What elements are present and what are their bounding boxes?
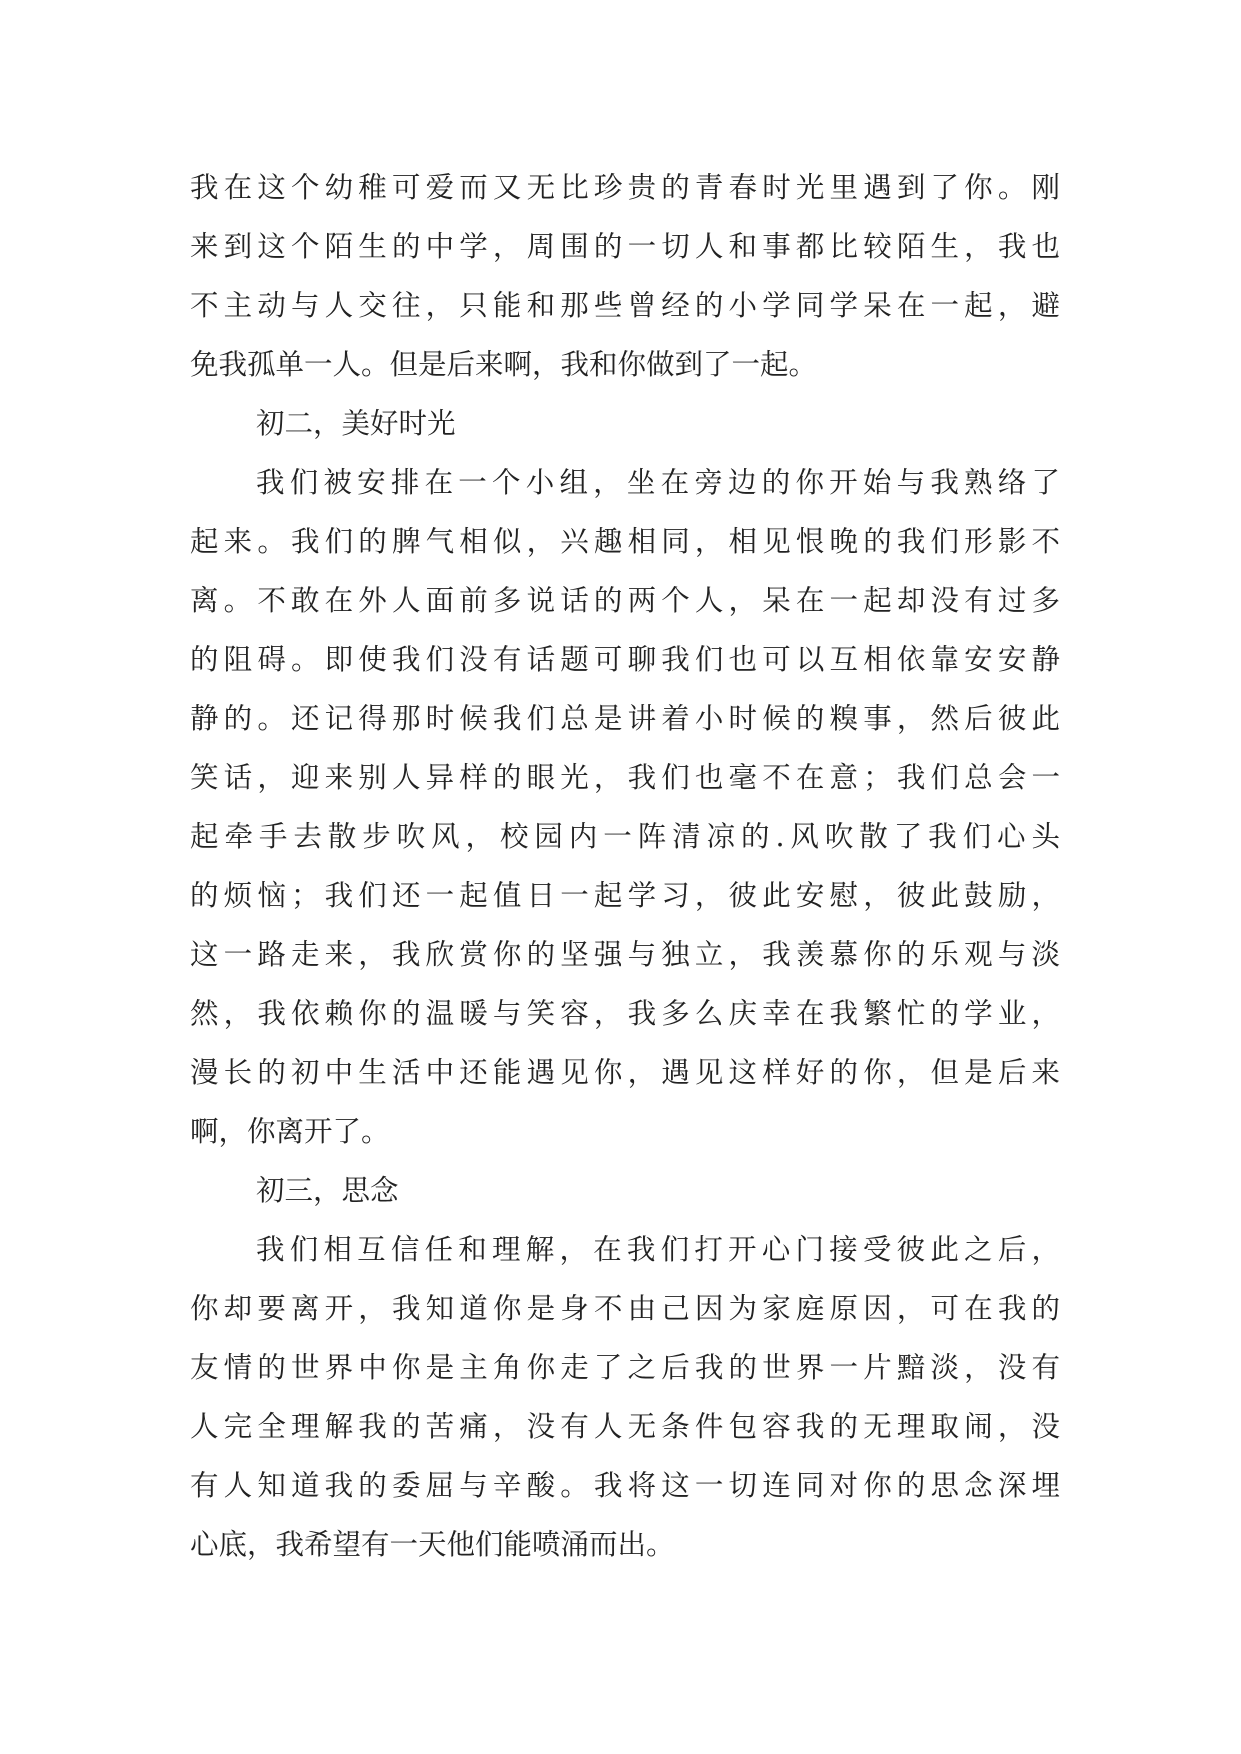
text-line: 起牵手去散步吹风，校园内一阵清凉的.风吹散了我们心头 xyxy=(190,820,1060,853)
text-line: 啊，你离开了。 xyxy=(190,1115,390,1148)
text-line: 漫长的初中生活中还能遇见你，遇见这样好的你，但是后来 xyxy=(190,1056,1060,1089)
text-line: 然，我依赖你的温暖与笑容，我多么庆幸在我繁忙的学业， xyxy=(190,997,1060,1030)
text-line: 你却要离开，我知道你是身不由己因为家庭原因，可在我的 xyxy=(190,1292,1060,1325)
text-line: 心底，我希望有一天他们能喷涌而出。 xyxy=(190,1528,675,1561)
text-line: 人完全理解我的苦痛，没有人无条件包容我的无理取闹，没 xyxy=(190,1410,1060,1443)
paragraph xyxy=(190,453,1060,1161)
text-line: 的阻碍。即使我们没有话题可聊我们也可以互相依靠安安静 xyxy=(190,643,1060,676)
section-heading: 初三，思念 xyxy=(256,1174,399,1207)
text-line: 来到这个陌生的中学，周围的一切人和事都比较陌生，我也 xyxy=(190,230,1060,263)
text-line: 这一路走来，我欣赏你的坚强与独立，我羡慕你的乐观与淡 xyxy=(190,938,1060,971)
text-line: 我们被安排在一个小组，坐在旁边的你开始与我熟络了 xyxy=(256,466,1060,499)
text-line: 我们相互信任和理解，在我们打开心门接受彼此之后， xyxy=(256,1233,1060,1266)
text-line: 不主动与人交往，只能和那些曾经的小学同学呆在一起，避 xyxy=(190,289,1060,322)
text-line: 我在这个幼稚可爱而又无比珍贵的青春时光里遇到了你。刚 xyxy=(190,171,1060,204)
text-line: 有人知道我的委屈与辛酸。我将这一切连同对你的思念深埋 xyxy=(190,1469,1060,1502)
section-heading: 初二，美好时光 xyxy=(256,407,456,440)
document-body xyxy=(190,158,1060,1574)
text-line: 免我孤单一人。但是后来啊，我和你做到了一起。 xyxy=(190,348,818,381)
text-line: 的烦恼；我们还一起值日一起学习，彼此安慰，彼此鼓励， xyxy=(190,879,1060,912)
text-line: 起来。我们的脾气相似，兴趣相同，相见恨晚的我们形影不 xyxy=(190,525,1060,558)
paragraph xyxy=(190,1220,1060,1574)
paragraph xyxy=(190,158,1060,394)
text-line: 友情的世界中你是主角你走了之后我的世界一片黯淡，没有 xyxy=(190,1351,1060,1384)
text-line: 笑话，迎来别人异样的眼光，我们也毫不在意；我们总会一 xyxy=(190,761,1060,794)
text-line: 离。不敢在外人面前多说话的两个人，呆在一起却没有过多 xyxy=(190,584,1060,617)
text-line: 静的。还记得那时候我们总是讲着小时候的糗事，然后彼此 xyxy=(190,702,1060,735)
